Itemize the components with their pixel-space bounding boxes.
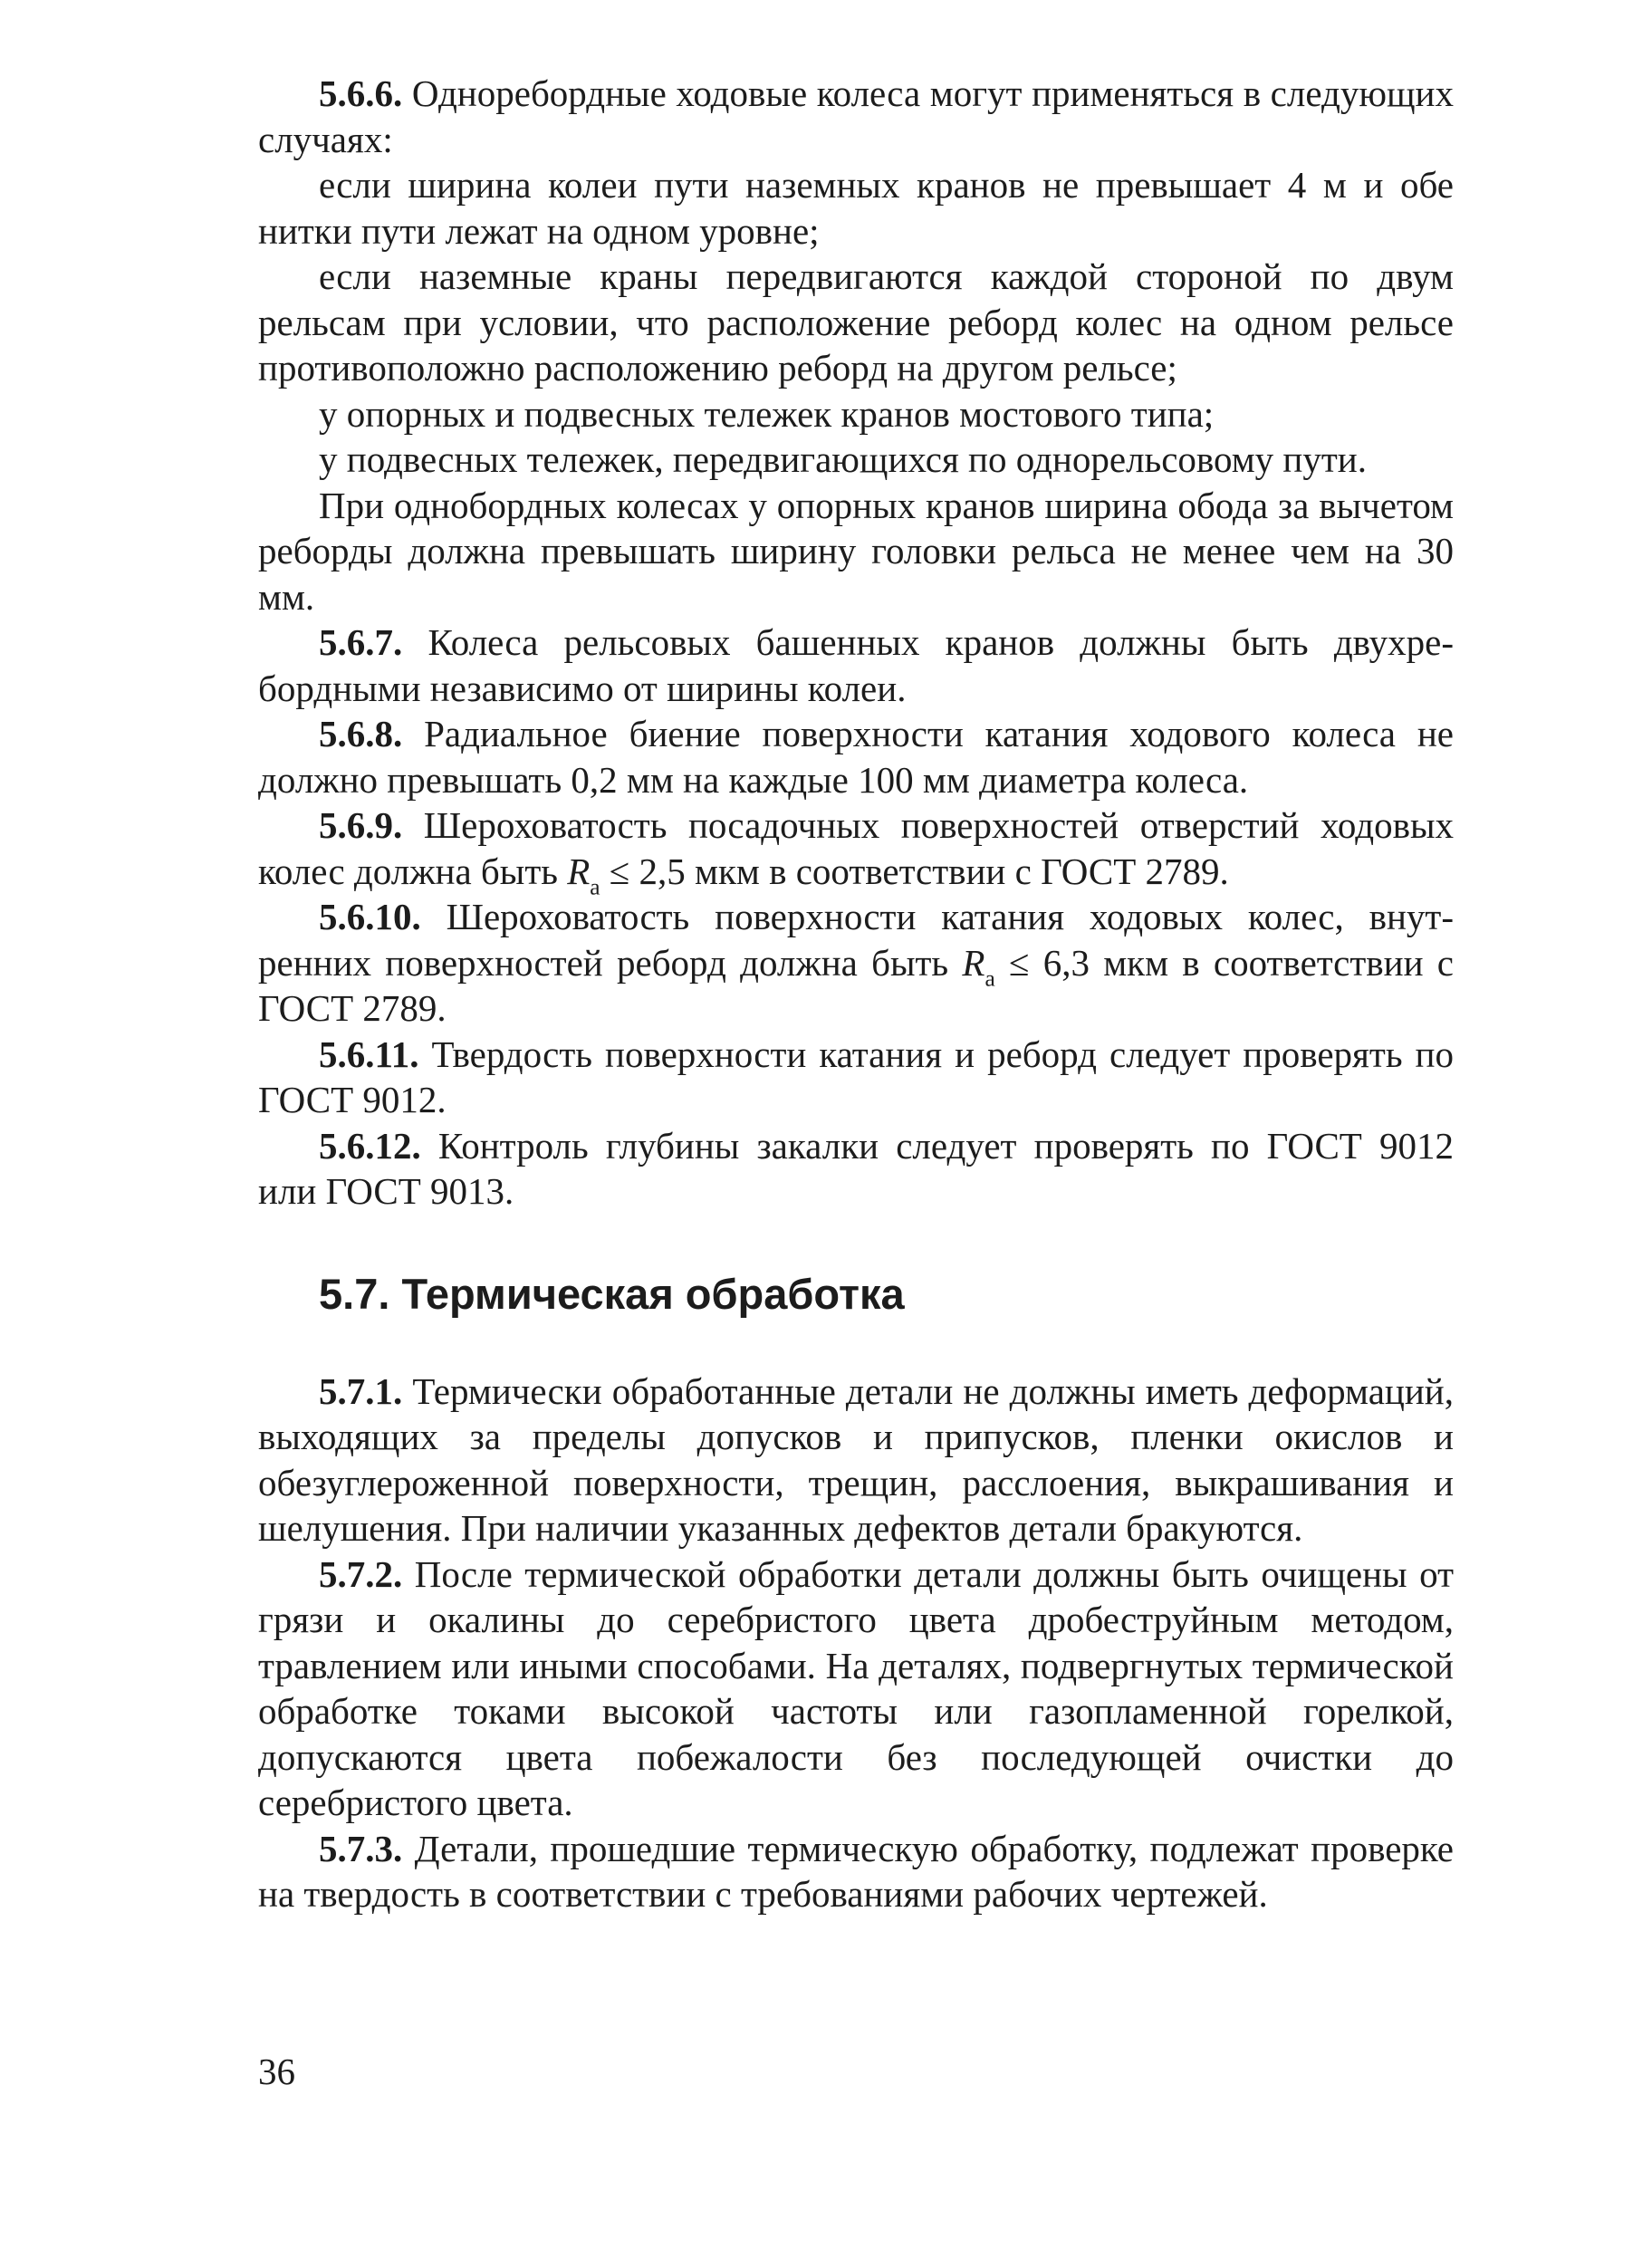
- roughness-subscript: a: [590, 873, 600, 899]
- page-number: 36: [258, 2051, 295, 2092]
- clause-number: 5.6.7.: [319, 621, 403, 663]
- clause-number: 5.6.8.: [319, 713, 403, 754]
- clause-text-end: ≤ 2,5 мкм в соответствии с ГОСТ 2789.: [600, 850, 1229, 892]
- paragraph-5-7-1: [258, 1369, 1454, 1552]
- roughness-symbol: R: [962, 941, 985, 984]
- clause-text: Твердость поверхности катания и реборд следует проверять по ГОСТ 9012.: [258, 1033, 1454, 1120]
- paragraph-5-6-6: [258, 71, 1454, 162]
- paragraph-5-6-9: [258, 802, 1454, 899]
- clause-text: Детали, прошедшие термическую обработку, подлежат проверке на твердость в соответствии с требованиями рабочих чертежей.: [258, 1827, 1454, 1915]
- page-body: [258, 71, 1454, 1917]
- clause-number: 5.6.11.: [319, 1033, 419, 1075]
- clause-text: Шероховатость посадочных поверхностей отверстий ходовых колес должна быть: [258, 804, 1454, 892]
- paragraph-5-6-8: [258, 711, 1454, 802]
- paragraph-rim-width-note: При однобордных колесах у опорных кранов ширина обода за вычетом реборды должна превышать ширину головки рельса не менее чем на 30 мм.: [258, 484, 1454, 618]
- paragraph-case-monorail: у подвесных тележек, передвигающихся по однорельсовому пути.: [319, 438, 1367, 480]
- clause-number: 5.6.9.: [319, 804, 403, 846]
- clause-text: Одноребордные ходовые колеса могут применяться в следующих случаях:: [258, 72, 1454, 160]
- heading-spacer: [258, 1321, 1454, 1369]
- clause-text: Термически обработанные детали не должны иметь деформаций, выходящих за пределы допусков и припусков, пленки окислов и обезуглероженной поверхности, трещин, расслоения, выкрашивания и шелушения. При наличии указанных дефектов детали бракуются.: [258, 1369, 1454, 1549]
- paragraph-5-6-11: [258, 1032, 1454, 1123]
- paragraph-5-6-7: [258, 620, 1454, 711]
- clause-text: Радиальное биение поверхности катания ходового колеса не должно превышать 0,2 мм на каждые 100 мм диаметра колеса.: [258, 713, 1454, 801]
- clause-text: Контроль глубины закалки следует проверять по ГОСТ 9012 или ГОСТ 9013.: [258, 1124, 1454, 1212]
- paragraph-5-6-12: [258, 1123, 1454, 1215]
- paragraph-case-track-width: если ширина колеи пути наземных кранов не превышает 4 м и обе нитки пути лежат на одном уровне;: [258, 164, 1454, 252]
- clause-number: 5.6.12.: [319, 1124, 421, 1167]
- clause-number: 5.7.3.: [319, 1827, 403, 1869]
- clause-text: Колеса рельсовых башенных кранов должны быть двухребордными независимо от ширины колеи.: [258, 621, 1454, 709]
- paragraph-case-bridge-trolleys: у опорных и подвесных тележек кранов мостового типа;: [319, 392, 1215, 435]
- roughness-symbol: R: [567, 850, 591, 892]
- clause-number: 5.6.10.: [319, 896, 421, 937]
- clause-text: Шероховатость поверхности катания ходовых колес, внутренних поверхностей реборд должна быть: [258, 896, 1454, 984]
- clause-text-end: ≤ 6,3 мкм в соответствии с ГОСТ 2789.: [258, 941, 1454, 1029]
- clause-number: 5.7.2.: [319, 1552, 403, 1595]
- clause-number: 5.6.6.: [319, 72, 403, 114]
- paragraph-5-7-3: [258, 1826, 1454, 1917]
- paragraph-case-two-rails: если наземные краны передвигаются каждой стороной по двум рельсам при условии, что расположение реборд колес на одном рельсе противоположно расположению реборд на другом рельсе;: [258, 255, 1454, 389]
- clause-number: 5.7.1.: [319, 1369, 403, 1412]
- paragraph-5-7-2: [258, 1552, 1454, 1826]
- roughness-subscript: a: [984, 965, 995, 991]
- clause-text: После термической обработки детали должны быть очищены от грязи и окалины до серебристого цвета дробеструйным методом, травлением или иными способами. На деталях, подвергнутых термической обработке токами высокой частоты или газопламенной горелкой, допускаются цвета побежалости без последующей очистки до серебристого цвета.: [258, 1552, 1454, 1823]
- paragraph-5-6-10: [258, 894, 1454, 1032]
- section-heading-5-7: 5.7. Термическая обработка: [319, 1269, 905, 1318]
